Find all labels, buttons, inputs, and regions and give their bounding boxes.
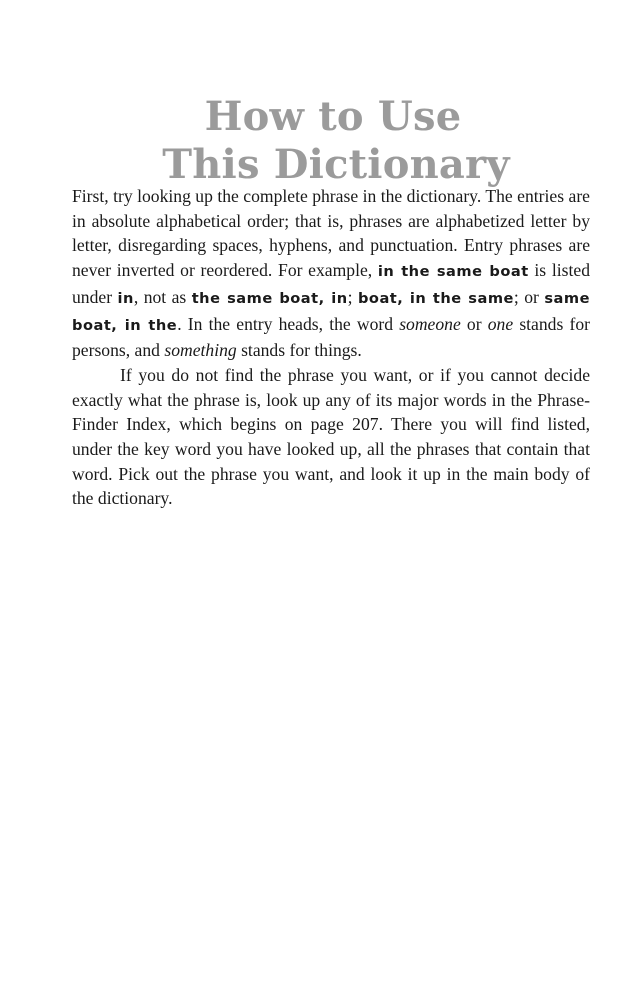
paragraph-1 xyxy=(72,184,590,363)
keyword-phrase: same boat, in the xyxy=(72,289,590,334)
text-run: , not as xyxy=(133,286,192,307)
text-run: First, try looking up the complete phrase in the dictionary. The entries are in absolute alphabetical order; that is, phrases are alphabetized letter by letter, disregarding spaces, hyphens, and punctuation. Entry phrases are never inverted or reordered. For example, xyxy=(72,186,590,281)
keyword-phrase: the same boat, in xyxy=(191,289,348,307)
paragraph-2: If you do not find the phrase you want, or if you cannot decide exactly what the phrase is, look up any of its major words in the Phrase-Finder Index, which begins on page 207. There you will find listed, under the key word you have looked up, all the phrases that contain that word. Pick out the phrase you want, and look it up in the main body of the dictionary. xyxy=(72,364,590,509)
text-run: stands for things. xyxy=(236,340,362,361)
text-run: ; or xyxy=(513,286,545,307)
title-line-1: How to Use xyxy=(204,92,462,140)
italic-term: something xyxy=(164,340,237,361)
body-text xyxy=(72,184,590,511)
keyword-phrase: in xyxy=(117,289,134,307)
title-line-2: This Dictionary xyxy=(162,140,510,188)
italic-term: someone xyxy=(399,313,461,334)
keyword-phrase: boat, in the same xyxy=(357,289,514,307)
text-run: or xyxy=(460,313,488,334)
keyword-phrase: in the same boat xyxy=(377,263,529,281)
italic-term: one xyxy=(487,313,514,334)
text-run: . In the entry heads, the word xyxy=(177,313,400,334)
text-run: ; xyxy=(347,286,358,307)
text-run: stands for persons, and xyxy=(72,313,590,361)
page-title xyxy=(0,93,638,189)
text-run: is listed under xyxy=(72,260,590,307)
